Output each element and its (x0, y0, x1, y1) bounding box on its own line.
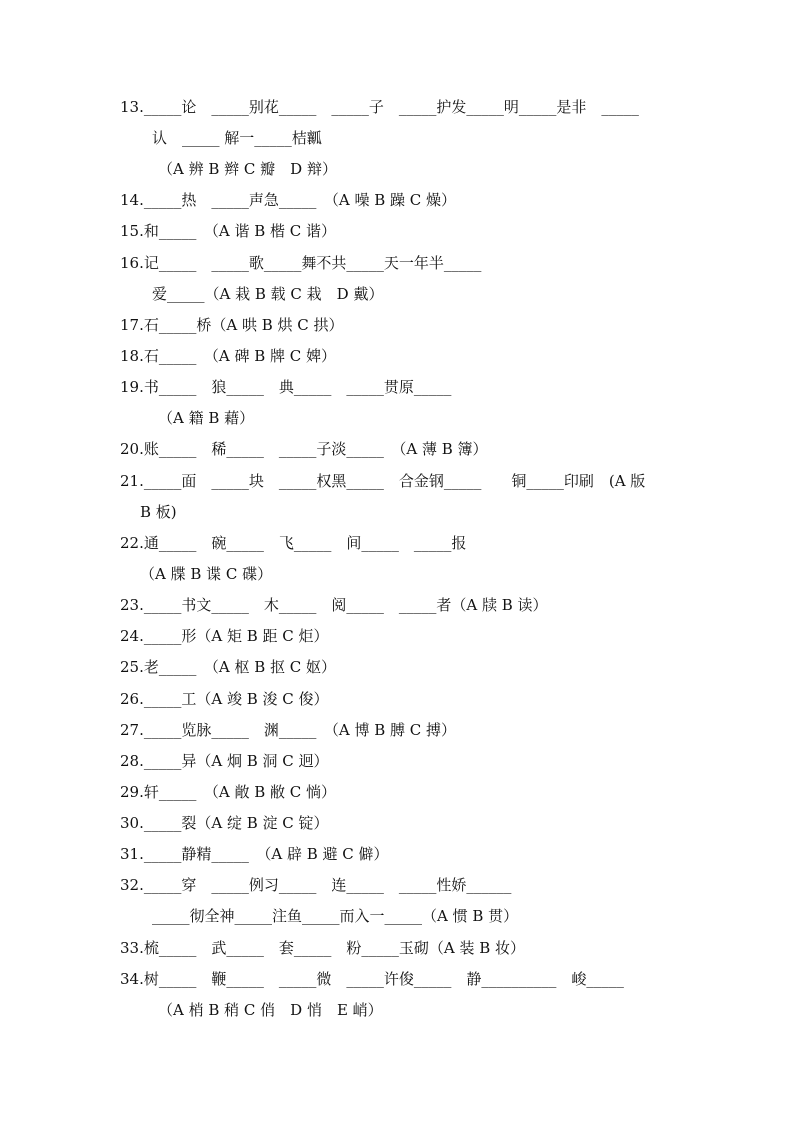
item-25: 25.老_____ （A 枢 B 抠 C 妪） (120, 658, 337, 676)
item-34-options: （A 梢 B 稍 C 俏 D 悄 E 峭） (158, 1001, 383, 1019)
item-22-options: （A 牒 B 谍 C 碟） (140, 565, 273, 583)
item-32-line2: _____彻全神_____注鱼_____而入一_____（A 惯 B 贯） (152, 907, 519, 925)
item-16-line1: 16.记_____ _____歌_____舞不共_____天一年半_____ (120, 254, 482, 272)
item-30: 30._____裂（A 绽 B 淀 C 锭） (120, 814, 329, 832)
item-31: 31._____静精_____ （A 辟 B 避 C 僻） (120, 845, 389, 863)
item-33: 33.梳_____ 武_____ 套_____ 粉_____玉砌（A 装 B 妆） (120, 939, 526, 957)
item-21-line1: 21._____面 _____块 _____权黑_____ 合金钢_____ 铜_____印刷 (A 版 (120, 472, 646, 490)
item-34-line1: 34.树_____ 鞭_____ _____微 _____许俊_____ 静__________ 峻_____ (120, 970, 624, 988)
item-21-line2: B 板) (140, 503, 177, 521)
item-29: 29.轩_____ （A 敞 B 敝 C 惝） (120, 783, 337, 801)
item-32-line1: 32._____穿 _____例习_____ 连_____ _____性娇______ (120, 876, 512, 894)
item-19-options: （A 籍 B 藉） (158, 409, 255, 427)
item-19-line1: 19.书_____ 狼_____ 典_____ _____贯原_____ (120, 378, 452, 396)
item-28: 28._____异（A 炯 B 洞 C 迥） (120, 752, 329, 770)
item-20: 20.账_____ 稀_____ _____子淡_____ （A 薄 B 簿） (120, 440, 488, 458)
item-26: 26._____工（A 竣 B 浚 C 俊） (120, 690, 329, 708)
item-17: 17.石_____桥（A 哄 B 烘 C 拱） (120, 316, 344, 334)
item-24: 24._____形（A 矩 B 距 C 炬） (120, 627, 329, 645)
item-13-options: （A 辨 B 辫 C 瓣 D 辩） (158, 160, 337, 178)
item-18: 18.石_____ （A 碑 B 牌 C 婢） (120, 347, 337, 365)
item-23: 23._____书文_____ 木_____ 阅_____ _____者（A 牍 B 读） (120, 596, 548, 614)
item-13-line1: 13._____论 _____别花_____ _____子 _____护发_____明_____是非 _____ (120, 98, 639, 116)
item-27: 27._____览脉_____ 渊_____ （A 博 B 膊 C 搏） (120, 721, 457, 739)
item-22-line1: 22.通_____ 碗_____ 飞_____ 间_____ _____报 (120, 534, 467, 552)
item-15: 15.和_____ （A 谐 B 楷 C 谐） (120, 222, 337, 240)
item-14: 14._____热 _____声急_____ （A 噪 B 躁 C 燥） (120, 191, 457, 209)
item-16-line2: 爱_____（A 栽 B 载 C 栽 D 戴） (152, 285, 384, 303)
item-13-line2: 认 _____ 解一_____桔瓤 (152, 129, 322, 147)
